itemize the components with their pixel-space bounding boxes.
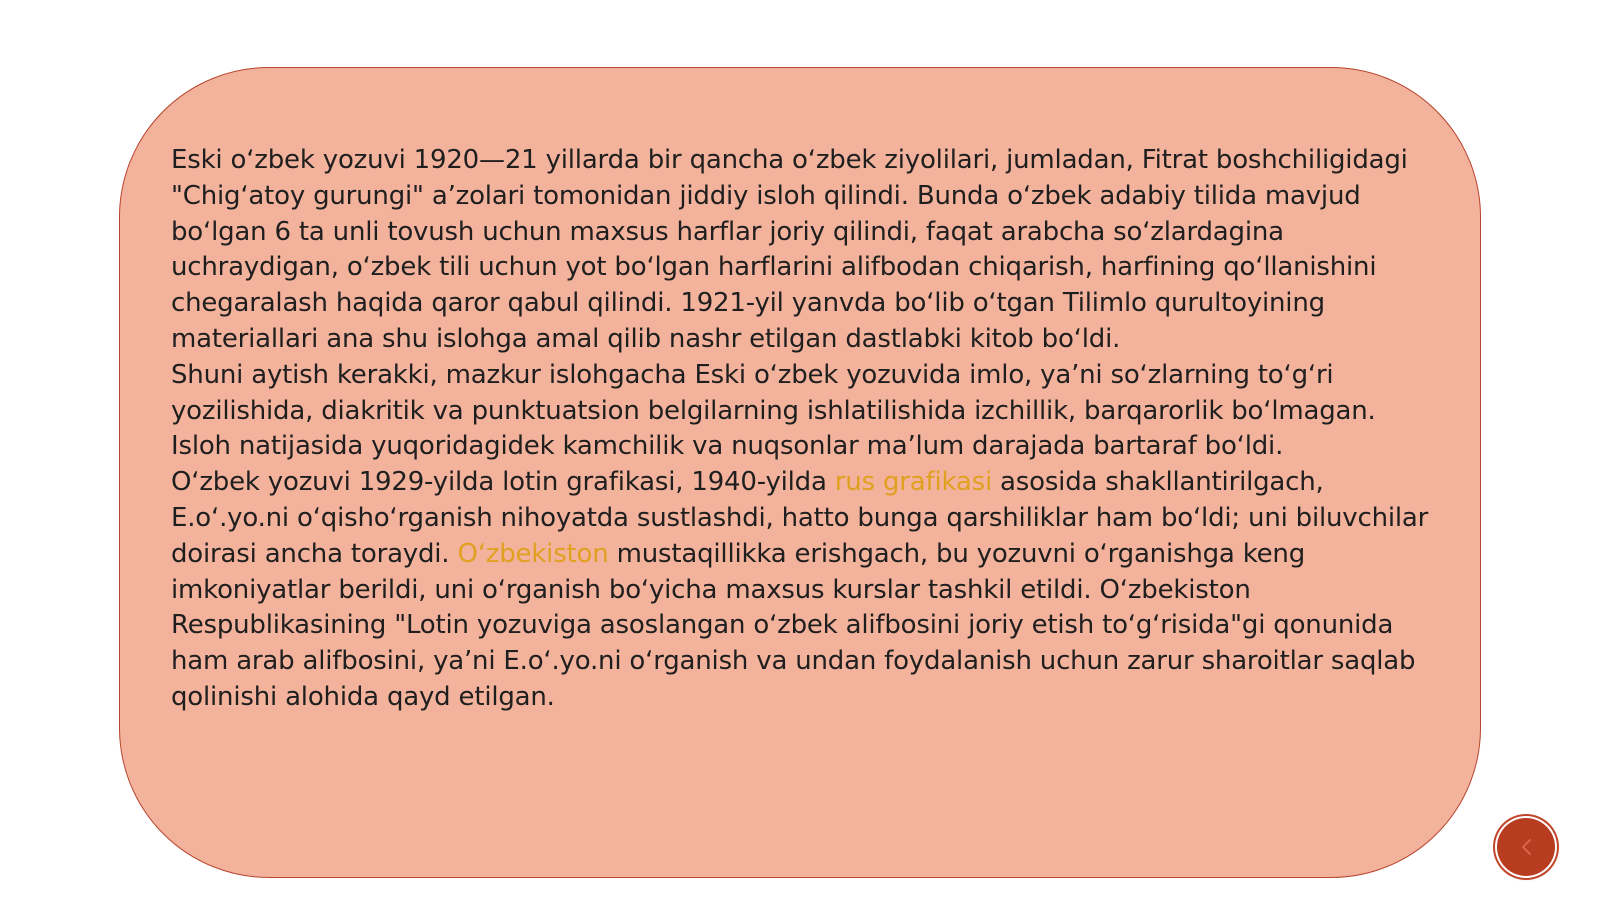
rus-grafikasi-link[interactable]: rus grafikasi (834, 467, 992, 498)
body-text (171, 143, 1441, 716)
paragraph-3-text-2: asosida shakllantirilgach, E.oʻ.yo.ni oʻqishoʻrganish nihoyatda sustlashdi, hatto bunga qarshiliklar ham boʻldi; uni biluvchilar doirasi ancha toraydi. (171, 467, 1429, 569)
back-arrow-icon (1497, 818, 1555, 876)
paragraph-3-text-3: mustaqillikka erishgach, bu yozuvni oʻrganishga keng imkoniyatlar berildi, uni oʻrganish boʻyicha maxsus kurslar tashkil etildi. Oʻzbekiston Respublikasining "Lotin yozuviga asoslangan oʻzbek alifbosini joriy etish toʻgʻrisida"gi qonunida ham arab alifbosini, yaʼni E.oʻ.yo.ni oʻrganish va undan foydalanish uchun zarur sharoitlar saqlab qolinishi alohida qayd etilgan. (171, 538, 1416, 712)
paragraph-2: Shuni aytish kerakki, mazkur islohgacha Eski oʻzbek yozuvida imlo, yaʼni soʻzlarning toʻgʻri yozilishida, diakritik va punktuatsion belgilarning ishlatilishida izchillik, barqarorlik boʻlmagan. Isloh natijasida yuqoridagidek kamchilik va nuqsonlar maʼlum darajada bartaraf boʻldi. (171, 359, 1376, 462)
ozbekiston-link[interactable]: Oʻzbekiston (457, 538, 609, 569)
paragraph-3 (171, 465, 1441, 716)
back-navigation-button[interactable] (1497, 818, 1555, 876)
paragraph-1: Eski oʻzbek yozuvi 1920—21 yillarda bir qancha oʻzbek ziyolilari, jumladan, Fitrat boshchiligidagi "Chigʻatoy gurungi" aʼzolari tomonidan jiddiy isloh qilindi. Bunda oʻzbek adabiy tilida mavjud boʻlgan 6 ta unli tovush uchun maxsus harflar joriy qilindi, faqat arabcha soʻzlardagina uchraydigan, oʻzbek tili uchun yot boʻlgan harflarini alifbodan chiqarish, harfining qoʻllanishini chegaralash haqida qaror qabul qilindi. 1921-yil yanvda boʻlib oʻtgan Tilimlo qurultoyining materiallari ana shu islohga amal qilib nashr etilgan dastlabki kitob boʻldi. (171, 145, 1408, 354)
paragraph-3-text-1: Oʻzbek yozuvi 1929-yilda lotin grafikasi, 1940-yilda (171, 467, 835, 498)
